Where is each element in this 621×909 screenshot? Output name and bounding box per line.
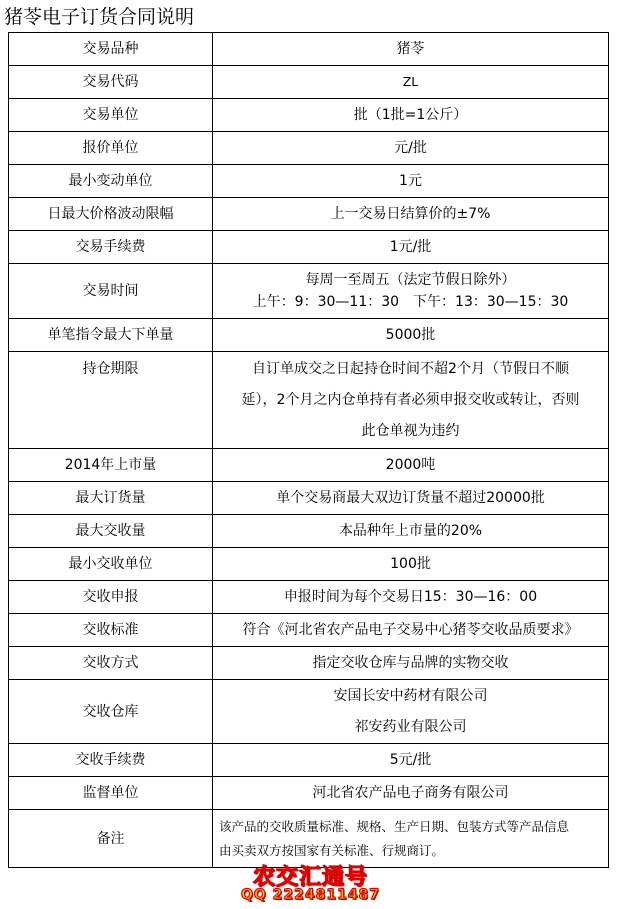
table-row — [9, 352, 609, 449]
table-row — [9, 680, 609, 744]
watermark-brand: 农交汇通号 — [252, 865, 368, 890]
row-label: 交易时间 — [9, 264, 213, 319]
row-value: 自订单成交之日起持仓时间不超2个月（节假日不顺 延），2个月之内仓单持有者必须申报交收或转让，否则 此仓单视为违约 — [213, 352, 609, 449]
row-label: 交收申报 — [9, 581, 213, 614]
row-value: 2000吨 — [213, 449, 609, 482]
table-row — [9, 581, 609, 614]
row-label: 交收仓库 — [9, 680, 213, 744]
row-label: 最小交收单位 — [9, 548, 213, 581]
row-value: 元/批 — [213, 132, 609, 165]
row-value: 每周一至周五（法定节假日除外） 上午：9：30—11：30 下午：13：30—15：30 — [213, 264, 609, 319]
row-value: 符合《河北省农产品电子交易中心猪苓交收品质要求》 — [213, 614, 609, 647]
table-row — [9, 66, 609, 99]
table-row — [9, 198, 609, 231]
table-row — [9, 99, 609, 132]
row-value: 河北省农产品电子商务有限公司 — [213, 777, 609, 810]
row-label: 报价单位 — [9, 132, 213, 165]
contract-spec-table — [8, 32, 609, 868]
row-label: 最大交收量 — [9, 515, 213, 548]
table-row — [9, 810, 609, 868]
row-value: 1元/批 — [213, 231, 609, 264]
table-row — [9, 264, 609, 319]
row-value: 上一交易日结算价的±7% — [213, 198, 609, 231]
watermark-qq: QQ 2224811487 — [240, 887, 381, 903]
row-value: 单个交易商最大双边订货量不超过20000批 — [213, 482, 609, 515]
row-label: 最小变动单位 — [9, 165, 213, 198]
table-row — [9, 515, 609, 548]
row-value: 申报时间为每个交易日15：30—16：00 — [213, 581, 609, 614]
row-value: 猪苓 — [213, 33, 609, 66]
row-value: 指定交收仓库与品牌的实物交收 — [213, 647, 609, 680]
row-label: 交收手续费 — [9, 744, 213, 777]
table-row — [9, 319, 609, 352]
row-label: 日最大价格波动限幅 — [9, 198, 213, 231]
table-row — [9, 777, 609, 810]
row-label: 交易单位 — [9, 99, 213, 132]
table-row — [9, 231, 609, 264]
row-label: 交易代码 — [9, 66, 213, 99]
row-value: 1元 — [213, 165, 609, 198]
page-title: 猪苓电子订货合同说明 — [4, 6, 195, 28]
row-value: 5元/批 — [213, 744, 609, 777]
row-label: 交易品种 — [9, 33, 213, 66]
table-row — [9, 614, 609, 647]
row-label: 单笔指令最大下单量 — [9, 319, 213, 352]
row-label: 交收方式 — [9, 647, 213, 680]
table-row — [9, 449, 609, 482]
row-value: 5000批 — [213, 319, 609, 352]
row-value: ZL — [213, 66, 609, 99]
table-row — [9, 548, 609, 581]
row-label: 最大订货量 — [9, 482, 213, 515]
row-value: 该产品的交收质量标准、规格、生产日期、包装方式等产品信息 由买卖双方按国家有关标准、行规商订。 — [213, 810, 609, 868]
row-label: 持仓期限 — [9, 352, 213, 449]
table-row — [9, 744, 609, 777]
row-value: 安国长安中药材有限公司 祁安药业有限公司 — [213, 680, 609, 744]
row-label: 交易手续费 — [9, 231, 213, 264]
table-row — [9, 33, 609, 66]
table-row — [9, 482, 609, 515]
row-value: 100批 — [213, 548, 609, 581]
row-value: 本品种年上市量的20% — [213, 515, 609, 548]
row-label: 备注 — [9, 810, 213, 868]
row-label: 监督单位 — [9, 777, 213, 810]
row-label: 2014年上市量 — [9, 449, 213, 482]
row-value: 批（1批=1公斤） — [213, 99, 609, 132]
table-row — [9, 132, 609, 165]
table-row — [9, 165, 609, 198]
table-row — [9, 647, 609, 680]
row-label: 交收标准 — [9, 614, 213, 647]
